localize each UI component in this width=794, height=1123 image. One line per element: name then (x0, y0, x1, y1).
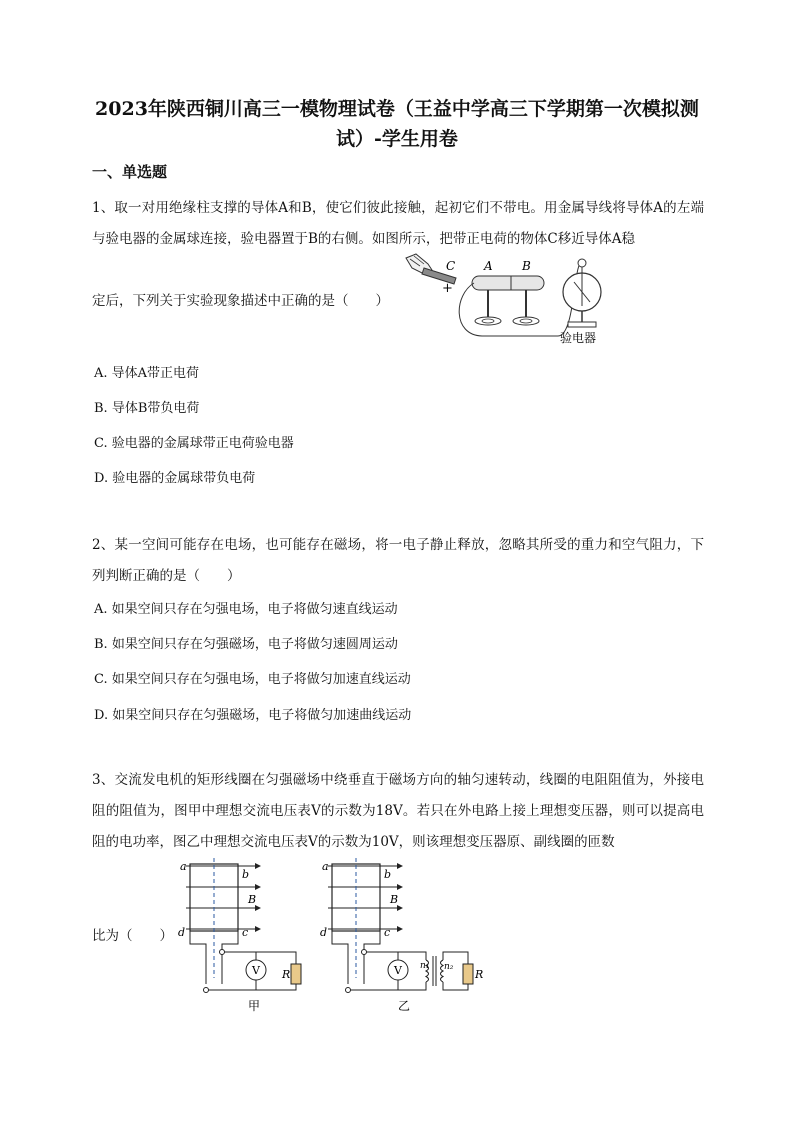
figure-caption-yi: 乙 (398, 999, 411, 1013)
question-2-text: 2、某一空间可能存在电场，也可能存在磁场，将一电子静止释放，忽略其所受的重力和空气阻力，下列判断正确的是（ ） (92, 537, 704, 584)
question-1-option-d[interactable]: D. 验电器的金属球带负电荷 (94, 471, 256, 486)
electroscope (563, 259, 601, 327)
label-n2: n₂ (444, 962, 454, 972)
label-a: a (322, 860, 329, 873)
label-resistor: R (282, 968, 291, 981)
transformer-icon (420, 956, 454, 986)
question-1-option-a[interactable]: A. 导体A带正电荷 (94, 366, 200, 381)
question-2-option-a[interactable]: A. 如果空间只存在匀强电场，电子将做匀速直线运动 (94, 602, 398, 617)
question-2-option-c[interactable]: C. 如果空间只存在匀强电场，电子将做匀加速直线运动 (94, 672, 411, 687)
question-1-option-c[interactable]: C. 验电器的金属球带正电荷验电器 (94, 436, 294, 451)
rectangular-coil (190, 858, 238, 984)
label-resistor: R (475, 968, 484, 981)
label-n1: n₁ (420, 961, 430, 971)
label-b: B (522, 259, 531, 273)
conductor-ab (472, 276, 544, 290)
label-a: A (484, 259, 493, 273)
question-1-option-b[interactable]: B. 导体B带负电荷 (94, 401, 200, 416)
label-b: b (384, 868, 392, 881)
question-2-option-d[interactable]: D. 如果空间只存在匀强磁场，电子将做匀加速曲线运动 (94, 708, 412, 723)
question-3-text: 3、交流发电机的矩形线圈在匀强磁场中绕垂直于磁场方向的轴匀速转动，线圈的电阻阻值为，外接电阻的阻值为，图甲中理想交流电压表V的示数为18V。若只在外电路上接上理想变压器，则可以提高电阻的电功率，图乙中理想交流电压表V的示数为10V，则该理想变压器原、副线圈的匝数 (92, 772, 704, 850)
question-2-option-b[interactable]: B. 如果空间只存在匀强磁场，电子将做匀速圆周运动 (94, 637, 398, 652)
connecting-wire (459, 264, 580, 336)
label-field-b: B (390, 893, 399, 906)
label-electroscope: 验电器 (560, 331, 597, 345)
label-c: c (242, 926, 249, 939)
label-plus: + (442, 281, 453, 296)
label-d: d (178, 926, 186, 939)
question-1-text: 1、取一对用绝缘柱支撑的导体A和B，使它们彼此接触，起初它们不带电。用金属导线将导体A的左端与验电器的金属球连接，验电器置于B的右侧。如图所示，把带正电荷的物体C移近导体A稳 (92, 200, 704, 247)
label-voltmeter: V (252, 964, 260, 977)
label-b: b (242, 868, 250, 881)
voltmeter-icon (246, 960, 266, 980)
rectangular-coil (332, 858, 380, 984)
voltmeter-icon (388, 960, 408, 980)
label-c: C (446, 259, 456, 273)
question-3-figure-jia (176, 856, 306, 1016)
question-1-figure (398, 250, 618, 350)
question-1-tail: 定后，下列关于实验现象描述中正确的是（ ） (92, 293, 389, 309)
label-d: d (320, 926, 328, 939)
resistor-icon (463, 964, 483, 984)
label-c: c (384, 926, 391, 939)
label-a: a (180, 860, 187, 873)
question-3-figure-yi (318, 856, 484, 1016)
figure-caption-jia: 甲 (248, 999, 261, 1013)
insulating-stand-b (513, 290, 539, 325)
resistor-icon (281, 964, 301, 984)
label-field-b: B (248, 893, 257, 906)
question-3-tail: 比为（ ） (92, 928, 173, 944)
primary-circuit (346, 950, 430, 993)
label-voltmeter: V (394, 964, 402, 977)
insulating-stand-a (475, 290, 501, 325)
section-heading: 一、单选题 (92, 163, 168, 181)
page-title: 2023年陕西铜川高三一模物理试卷（王益中学高三下学期第一次模拟测试）-学生用卷 (95, 98, 699, 150)
